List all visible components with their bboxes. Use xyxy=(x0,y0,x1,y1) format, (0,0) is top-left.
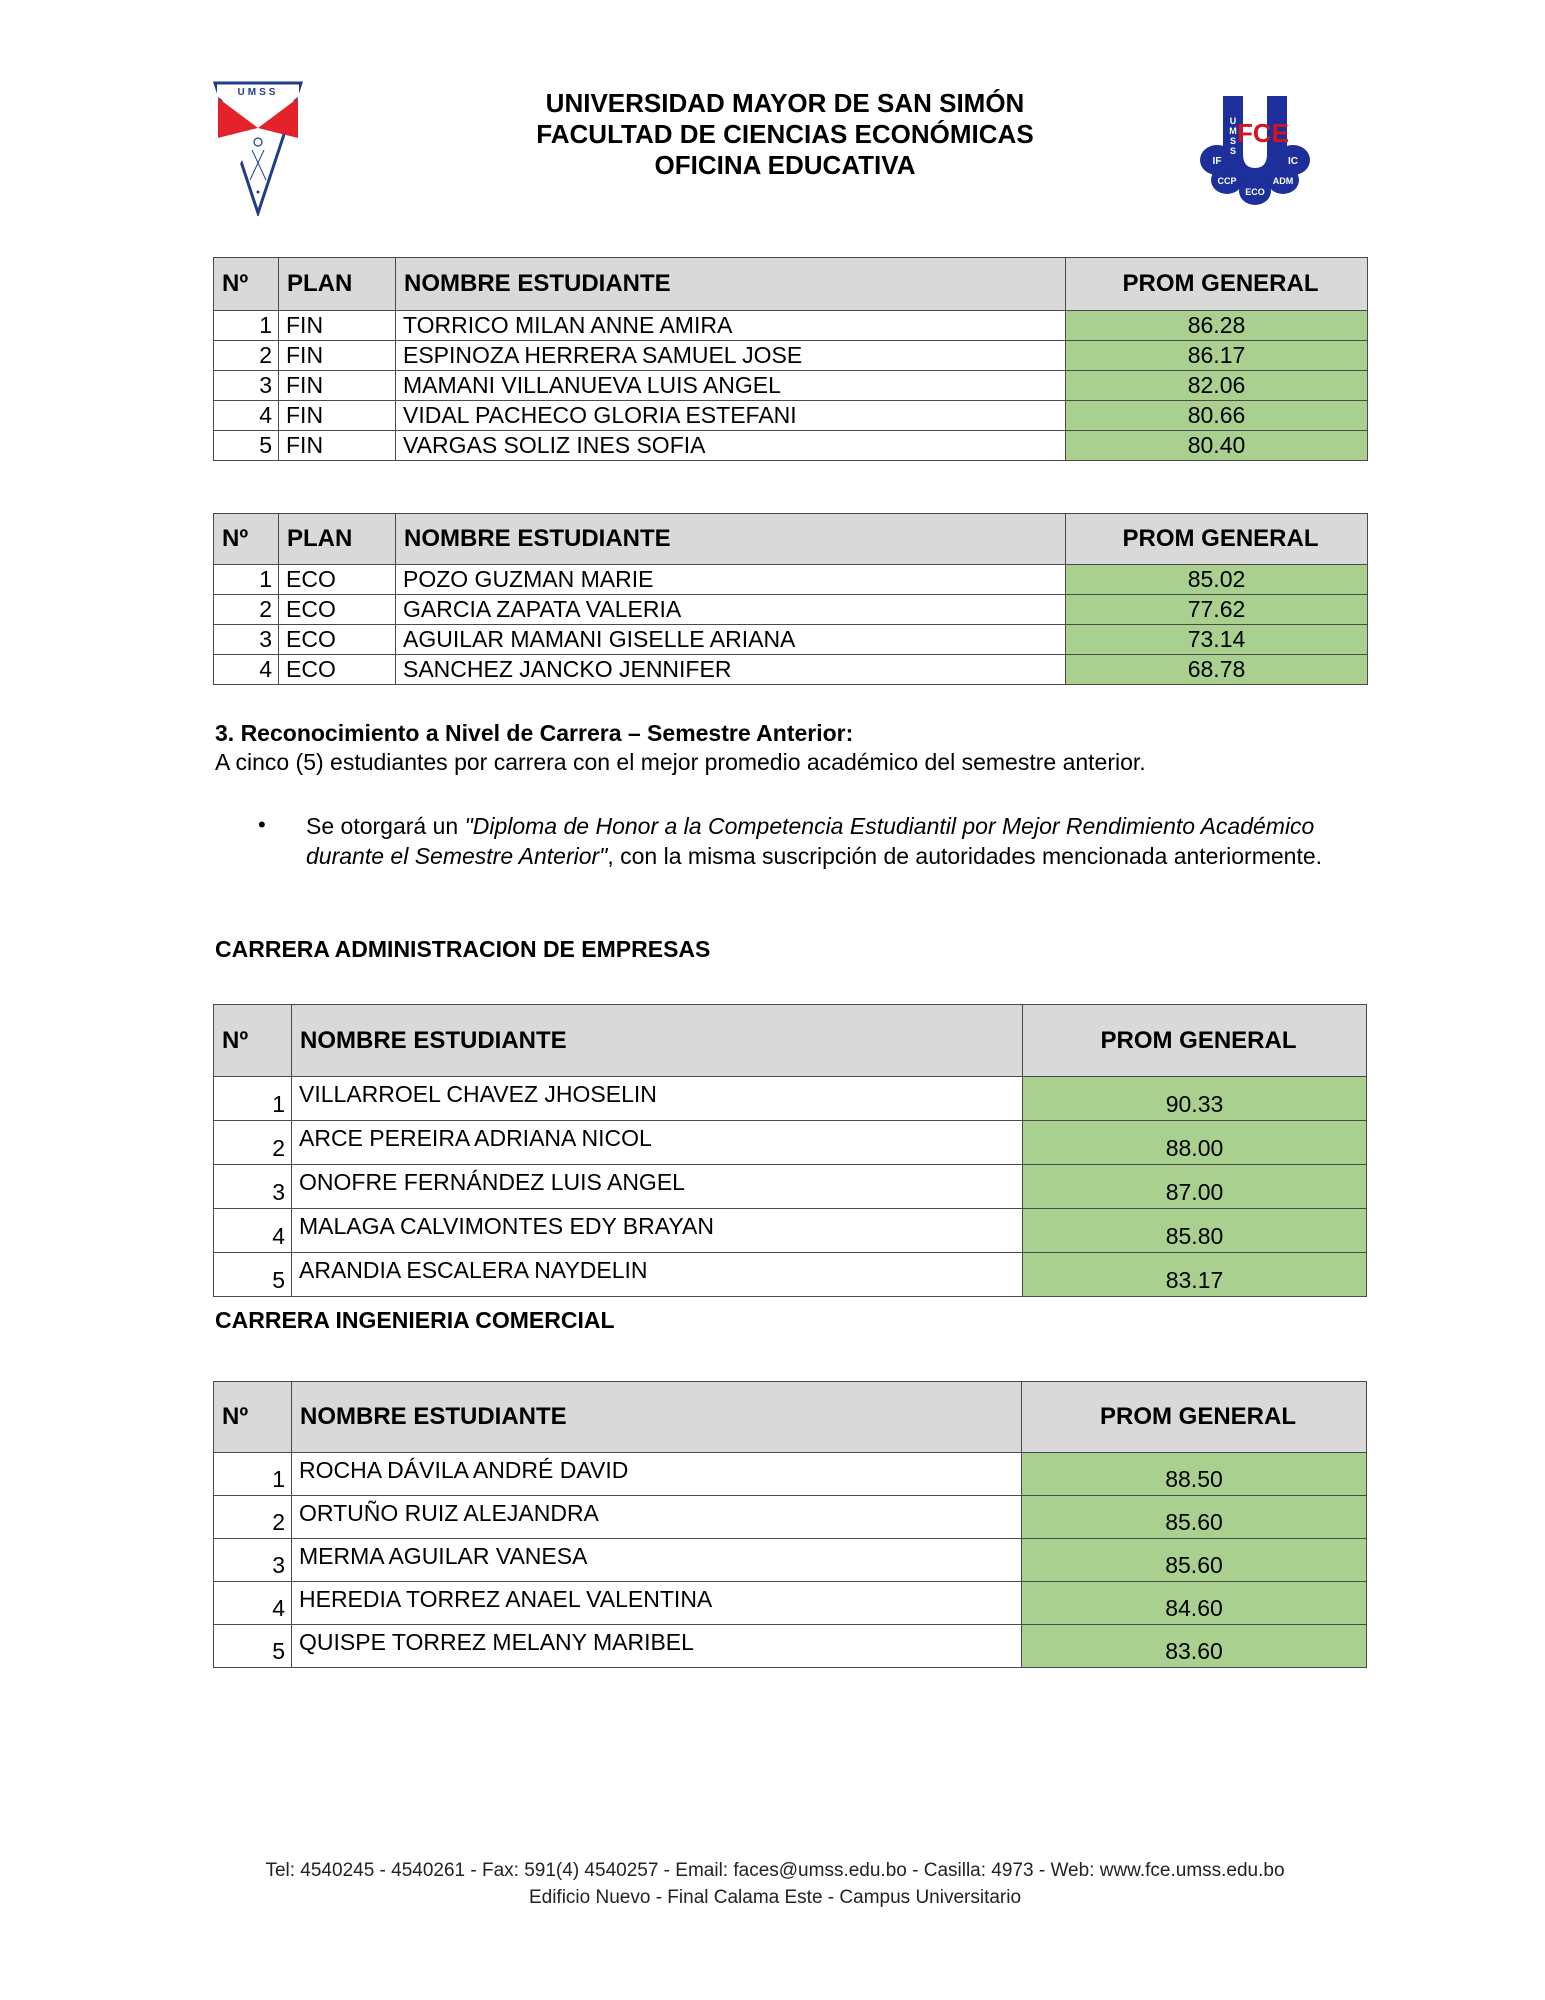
bullet-prefix: Se otorgará un xyxy=(306,813,465,839)
col-header-plan: PLAN xyxy=(279,514,396,565)
bullet-diploma-title: "Diploma de Honor a la Competencia Estudiantil por Mejor Rendimiento Académico durante el Semestre Anterior" xyxy=(306,813,1315,869)
col-header-prom: PROM GENERAL xyxy=(1022,1382,1367,1453)
row-plan: ECO xyxy=(279,625,396,655)
col-header-prom: PROM GENERAL xyxy=(1066,514,1368,565)
row-prom: 85.02 xyxy=(1066,565,1368,595)
row-prom: 80.40 xyxy=(1066,431,1368,461)
table-row xyxy=(214,401,1368,431)
col-header-number: Nº xyxy=(214,514,279,565)
table-row xyxy=(214,1209,1367,1253)
row-number: 5 xyxy=(214,1253,292,1297)
row-name: ORTUÑO RUIZ ALEJANDRA xyxy=(292,1496,1022,1539)
svg-text:ECO: ECO xyxy=(1245,187,1265,197)
col-header-name: NOMBRE ESTUDIANTE xyxy=(292,1382,1022,1453)
header-faculty: FACULTAD DE CIENCIAS ECONÓMICAS xyxy=(536,119,1034,149)
row-number: 1 xyxy=(214,1077,292,1121)
table-header-row xyxy=(214,1005,1367,1077)
fce-logo xyxy=(1195,92,1315,208)
footer-contact: Tel: 4540245 - 4540261 - Fax: 591(4) 4540257 - Email: faces@umss.edu.bo - Casilla: 4973 - Web: www.fce.umss.edu.bo xyxy=(265,1860,1285,1881)
document-header xyxy=(400,88,1170,181)
row-number: 3 xyxy=(214,1539,292,1582)
svg-text:UMSS: UMSS xyxy=(237,87,279,98)
row-name: VILLARROEL CHAVEZ JHOSELIN xyxy=(292,1077,1023,1121)
table-fin xyxy=(213,257,1368,461)
row-number: 1 xyxy=(214,311,279,341)
row-name: TORRICO MILAN ANNE AMIRA xyxy=(396,311,1066,341)
table-row xyxy=(214,1077,1367,1121)
row-name: ARCE PEREIRA ADRIANA NICOL xyxy=(292,1121,1023,1165)
table-header-row xyxy=(214,514,1368,565)
row-number: 1 xyxy=(214,1453,292,1496)
career-heading-ic: CARRERA INGENIERIA COMERCIAL xyxy=(215,1307,615,1333)
row-plan: FIN xyxy=(279,371,396,401)
row-name: QUISPE TORREZ MELANY MARIBEL xyxy=(292,1625,1022,1668)
row-prom: 84.60 xyxy=(1022,1582,1367,1625)
table-row xyxy=(214,1496,1367,1539)
header-university: UNIVERSIDAD MAYOR DE SAN SIMÓN xyxy=(545,88,1025,118)
row-plan: ECO xyxy=(279,595,396,625)
table-row xyxy=(214,1582,1367,1625)
row-name: VIDAL PACHECO GLORIA ESTEFANI xyxy=(396,401,1066,431)
page-footer xyxy=(200,1857,1350,1911)
row-prom: 88.00 xyxy=(1023,1121,1367,1165)
row-plan: FIN xyxy=(279,341,396,371)
row-number: 2 xyxy=(214,1496,292,1539)
row-prom: 82.06 xyxy=(1066,371,1368,401)
table-header-row xyxy=(214,1382,1367,1453)
col-header-prom: PROM GENERAL xyxy=(1066,258,1368,311)
row-prom: 86.17 xyxy=(1066,341,1368,371)
row-name: ROCHA DÁVILA ANDRÉ DAVID xyxy=(292,1453,1022,1496)
table-career-adm xyxy=(213,1004,1367,1297)
row-prom: 87.00 xyxy=(1023,1165,1367,1209)
row-number: 4 xyxy=(214,1582,292,1625)
table-row xyxy=(214,431,1368,461)
career-heading-adm: CARRERA ADMINISTRACION DE EMPRESAS xyxy=(215,936,711,962)
table-career-ic xyxy=(213,1381,1367,1668)
row-number: 3 xyxy=(214,625,279,655)
umss-pennant-icon xyxy=(212,80,304,216)
row-number: 4 xyxy=(214,401,279,431)
col-header-name: NOMBRE ESTUDIANTE xyxy=(396,258,1066,311)
svg-text:ADM: ADM xyxy=(1272,176,1294,186)
col-header-number: Nº xyxy=(214,1382,292,1453)
footer-address: Edificio Nuevo - Final Calama Este - Campus Universitario xyxy=(528,1887,1022,1908)
row-prom: 73.14 xyxy=(1066,625,1368,655)
umss-logo xyxy=(212,80,304,216)
row-name: HEREDIA TORREZ ANAEL VALENTINA xyxy=(292,1582,1022,1625)
row-prom: 86.28 xyxy=(1066,311,1368,341)
table-eco xyxy=(213,513,1368,685)
row-plan: ECO xyxy=(279,565,396,595)
row-prom: 85.60 xyxy=(1022,1539,1367,1582)
row-name: MAMANI VILLANUEVA LUIS ANGEL xyxy=(396,371,1066,401)
row-number: 5 xyxy=(214,1625,292,1668)
col-header-name: NOMBRE ESTUDIANTE xyxy=(292,1005,1023,1077)
row-plan: FIN xyxy=(279,431,396,461)
table-row xyxy=(214,341,1368,371)
svg-text:M: M xyxy=(1229,126,1237,136)
row-plan: FIN xyxy=(279,311,396,341)
fce-logo-icon xyxy=(1195,92,1315,208)
row-name: SANCHEZ JANCKO JENNIFER xyxy=(396,655,1066,685)
row-number: 2 xyxy=(214,595,279,625)
table-row xyxy=(214,311,1368,341)
table-row xyxy=(214,1539,1367,1582)
row-name: POZO GUZMAN MARIE xyxy=(396,565,1066,595)
table-row xyxy=(214,1121,1367,1165)
bullet-suffix: , con la misma suscripción de autoridades mencionada anteriormente. xyxy=(607,842,1323,869)
row-name: VARGAS SOLIZ INES SOFIA xyxy=(396,431,1066,461)
row-number: 2 xyxy=(214,1121,292,1165)
row-name: GARCIA ZAPATA VALERIA xyxy=(396,595,1066,625)
table-row xyxy=(214,595,1368,625)
svg-text:IF: IF xyxy=(1212,156,1222,167)
row-number: 4 xyxy=(214,655,279,685)
row-name: MALAGA CALVIMONTES EDY BRAYAN xyxy=(292,1209,1023,1253)
row-plan: FIN xyxy=(279,401,396,431)
table-header-row xyxy=(214,258,1368,311)
table-row xyxy=(214,1253,1367,1297)
row-prom: 88.50 xyxy=(1022,1453,1367,1496)
col-header-plan: PLAN xyxy=(279,258,396,311)
table-row xyxy=(214,371,1368,401)
row-prom: 80.66 xyxy=(1066,401,1368,431)
bullet-text xyxy=(306,812,1326,871)
svg-text:S: S xyxy=(1229,146,1237,156)
svg-text:S: S xyxy=(1229,136,1237,146)
col-header-name: NOMBRE ESTUDIANTE xyxy=(396,514,1066,565)
table-row xyxy=(214,565,1368,595)
svg-text:FCE: FCE xyxy=(1237,118,1289,148)
table-row xyxy=(214,1165,1367,1209)
row-prom: 85.60 xyxy=(1022,1496,1367,1539)
bullet-icon: • xyxy=(258,812,266,837)
svg-text:CCP: CCP xyxy=(1217,176,1237,186)
row-name: AGUILAR MAMANI GISELLE ARIANA xyxy=(396,625,1066,655)
row-number: 3 xyxy=(214,1165,292,1209)
row-number: 1 xyxy=(214,565,279,595)
table-row xyxy=(214,625,1368,655)
row-plan: ECO xyxy=(279,655,396,685)
row-name: ONOFRE FERNÁNDEZ LUIS ANGEL xyxy=(292,1165,1023,1209)
row-number: 2 xyxy=(214,341,279,371)
row-prom: 83.60 xyxy=(1022,1625,1367,1668)
row-prom: 77.62 xyxy=(1066,595,1368,625)
row-prom: 68.78 xyxy=(1066,655,1368,685)
row-number: 3 xyxy=(214,371,279,401)
section-title: 3. Reconocimiento a Nivel de Carrera – Semestre Anterior: xyxy=(215,720,854,746)
row-prom: 83.17 xyxy=(1023,1253,1367,1297)
row-prom: 85.80 xyxy=(1023,1209,1367,1253)
col-header-number: Nº xyxy=(214,1005,292,1077)
header-office: OFICINA EDUCATIVA xyxy=(654,150,916,180)
row-number: 4 xyxy=(214,1209,292,1253)
table-row xyxy=(214,1625,1367,1668)
table-row xyxy=(214,655,1368,685)
row-number: 5 xyxy=(214,431,279,461)
col-header-number: Nº xyxy=(214,258,279,311)
row-prom: 90.33 xyxy=(1023,1077,1367,1121)
table-row xyxy=(214,1453,1367,1496)
svg-text:IC: IC xyxy=(1288,156,1298,167)
row-name: ARANDIA ESCALERA NAYDELIN xyxy=(292,1253,1023,1297)
row-name: MERMA AGUILAR VANESA xyxy=(292,1539,1022,1582)
svg-text:U: U xyxy=(1229,116,1237,126)
row-name: ESPINOZA HERRERA SAMUEL JOSE xyxy=(396,341,1066,371)
section-body: A cinco (5) estudiantes por carrera con el mejor promedio académico del semestre anterior. xyxy=(215,749,1146,775)
col-header-prom: PROM GENERAL xyxy=(1023,1005,1367,1077)
